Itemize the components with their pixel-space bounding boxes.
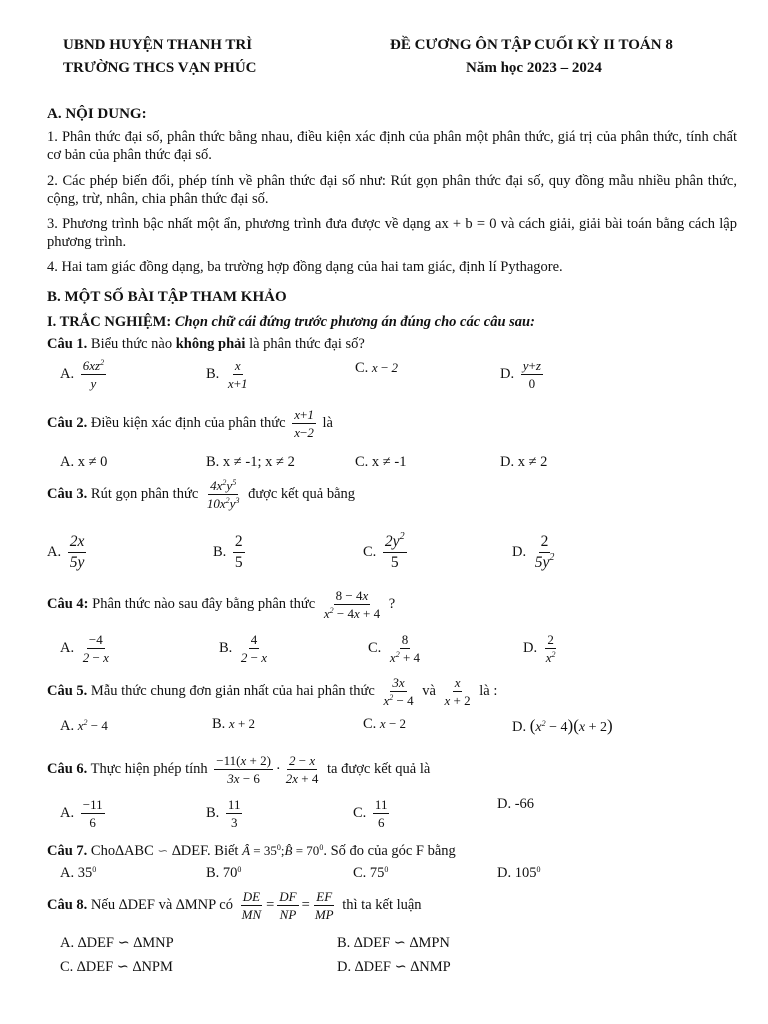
fraction: $\frac{x}{x + 2}$ (444, 675, 471, 708)
question-1-text: Biểu thức nào (90, 336, 173, 352)
multiple-choice-heading (47, 314, 535, 331)
angle-values: Â = $35^0;B̂ = 70^0$ (242, 843, 324, 858)
option-letter: D. (512, 719, 527, 735)
fraction: $\frac{8 - 4x}{x^2 - 4x + 4}$ (323, 588, 381, 621)
option-letter: C. (353, 804, 367, 821)
question-1-text-end: là phân thức đại số? (249, 336, 365, 352)
fraction: $\frac{DF}{NP}$ (279, 889, 297, 922)
school-name: TRƯỜNG THCS VẠN PHÚC (63, 60, 257, 76)
part1-label: I. TRẮC NGHIỆM: (47, 314, 172, 330)
fraction: $\frac{11}{6}$ (374, 797, 388, 830)
q7-option-c[interactable]: C. $75^0$ (353, 865, 389, 881)
option-letter: C. (353, 865, 367, 881)
question-8-text-end: thì ta kết luận (342, 896, 422, 913)
option-letter: B. (206, 865, 220, 881)
fraction: $\frac{x}{x+1}$ (227, 358, 248, 391)
question-8-text: Nếu ∆DEF và ∆MNP có (90, 896, 233, 913)
fraction: $\frac{6xz^2}{y}$ (82, 358, 105, 391)
q1-option-b[interactable] (206, 358, 253, 391)
q6-option-a[interactable] (60, 797, 108, 830)
option-letter: D. (512, 543, 527, 560)
q4-option-a[interactable] (60, 632, 114, 665)
q8-option-c[interactable]: C. ∆DEF ∽ ∆NPM (60, 959, 173, 975)
option-letter: C. (355, 360, 369, 376)
option-letter: C. (363, 543, 377, 560)
option-letter: D. (523, 639, 538, 656)
q2-option-d[interactable]: D. x ≠ 2 (500, 454, 548, 470)
option-letter: A. (60, 718, 75, 734)
question-1 (47, 336, 365, 353)
fraction: $\frac{4x^2y^5}{10x^2y^3}$ (206, 478, 240, 511)
question-4-text: Phân thức nào sau đây bằng phân thức (92, 595, 316, 612)
question-1-label: Câu 1. (47, 336, 88, 352)
q5-option-b[interactable]: B. x + 2 (212, 716, 256, 732)
section-b-title: B. MỘT SỐ BÀI TẬP THAM KHẢO (47, 289, 287, 305)
q5-option-d[interactable]: D. $(x^2 - 4)(x + 2)$ (512, 716, 613, 735)
fraction: $\frac{2}{5y^2}$ (534, 533, 555, 571)
school-year: Năm học 2023 – 2024 (466, 60, 602, 76)
question-3-label: Câu 3. (47, 485, 88, 502)
question-6: Câu 6. Thực hiện phép tính $\frac{-11(x + 2)}{3x - 6}$ · $\frac{2 - x}{2x + 4}$ ta được kết quả là (47, 753, 431, 786)
q6-option-d[interactable]: D. -66 (497, 796, 535, 812)
fraction: $\frac{DE}{MN}$ (241, 889, 262, 922)
q1-option-a[interactable] (60, 358, 109, 391)
fraction: $\frac{x+1}{x-2}$ (294, 407, 314, 440)
fraction: $\frac{-11(x + 2)}{3x - 6}$ (216, 753, 271, 786)
question-2 (47, 407, 333, 440)
question-7-text-mid: ∆DEF. Biết (171, 843, 239, 859)
question-4-text-end: ? (388, 595, 396, 612)
option-letter: D. (497, 865, 512, 881)
question-7-text-end: . Số đo của góc F bằng (323, 843, 456, 859)
question-4 (47, 588, 395, 621)
question-5-text: Mẫu thức chung đơn giản nhất của hai phân thức (90, 682, 375, 699)
fraction: $\frac{2 - x}{2x + 4}$ (285, 753, 319, 786)
q3-option-b[interactable] (213, 533, 248, 572)
content-item-2: 2. Các phép biến đổi, phép tính về phân thức đại số như: Rút gọn phân thức đại số, quy đồng mẫu nhiều phân thức, cộng, trừ, nhân, chia phân thức đại số. (47, 173, 737, 207)
question-1-emphasis: không phải (175, 336, 246, 352)
fraction: $\frac{4}{2 - x}$ (240, 632, 268, 665)
option-letter: A. (47, 543, 62, 560)
content-item-1: 1. Phân thức đại số, phân thức bằng nhau, điều kiện xác định của phân một phân thức, giá trị của phân thức, tính chất cơ bản của phân thức đại số. (47, 129, 737, 163)
option-letter: C. (368, 639, 382, 656)
option-letter: B. (212, 716, 226, 732)
q8-option-b[interactable]: B. ∆DEF ∽ ∆MPN (337, 935, 450, 951)
q6-option-b[interactable] (206, 797, 245, 830)
option-letter: D. (500, 365, 515, 382)
q6-option-c[interactable] (353, 797, 392, 830)
fraction: $\frac{8}{x^2 + 4}$ (389, 632, 421, 665)
q2-option-a[interactable]: A. x ≠ 0 (60, 454, 108, 470)
question-6-label: Câu 6. (47, 760, 88, 777)
q4-option-c[interactable] (368, 632, 425, 665)
fraction: $\frac{11}{3}$ (227, 797, 241, 830)
option-letter: A. (60, 804, 75, 821)
question-2-text-end: là (322, 414, 333, 431)
q8-option-d[interactable]: D. ∆DEF ∽ ∆NMP (337, 959, 451, 975)
option-letter: A. (60, 865, 75, 881)
question-5-conjunction: và (422, 682, 436, 699)
fraction: $\frac{2x}{5y}$ (69, 533, 85, 571)
q2-option-b[interactable]: B. x ≠ -1; x ≠ 2 (206, 454, 295, 470)
q8-option-a[interactable]: A. ∆DEF ∽ ∆MNP (60, 935, 174, 951)
fraction: $\frac{2}{x^2}$ (545, 632, 556, 665)
option-letter: C. (363, 716, 377, 732)
q3-option-a[interactable] (47, 533, 89, 572)
fraction: $\frac{-4}{2 - x}$ (82, 632, 109, 665)
question-3-text-end: được kết quả bằng (248, 485, 356, 502)
fraction: $\frac{3x}{x^2 - 4}$ (383, 675, 414, 708)
question-7-label: Câu 7. (47, 843, 88, 859)
option-letter: B. (213, 543, 227, 560)
q5-option-c[interactable]: C. x − 2 (363, 716, 407, 732)
q4-option-d[interactable] (523, 632, 561, 665)
school-district: UBND HUYỆN THANH TRÌ (63, 37, 253, 53)
q3-option-c[interactable] (363, 533, 410, 572)
section-a-title: A. NỘI DUNG: (47, 106, 147, 122)
question-6-text-end: ta được kết quả là (327, 760, 431, 777)
question-3 (47, 478, 355, 511)
question-7 (47, 843, 456, 860)
fraction: $\frac{2y^2}{5}$ (384, 531, 405, 571)
q1-option-d[interactable] (500, 358, 546, 391)
q7-option-a[interactable]: A. $35^0$ (60, 865, 97, 881)
question-3-text: Rút gọn phân thức (90, 485, 199, 502)
question-5 (47, 675, 497, 708)
q5-option-a[interactable]: A. $x^2 - 4$ (60, 718, 108, 734)
question-2-text: Điều kiện xác định của phân thức (90, 414, 286, 431)
option-letter: A. (60, 639, 75, 656)
question-8: Câu 8. Nếu ∆DEF và ∆MNP có $\frac{DE}{MN}$ = $\frac{DF}{NP}$ = $\frac{EF}{MP}$ thì ta kết luận (47, 889, 422, 922)
q7-option-b[interactable]: B. $70^0$ (206, 865, 242, 881)
content-item-3: 3. Phương trình bậc nhất một ẩn, phương trình đưa được về dạng ax + b = 0 và cách giải, giải bài toán bằng cách lập phương trình. (47, 216, 737, 250)
option-letter: B. (206, 804, 220, 821)
question-5-label: Câu 5. (47, 682, 88, 699)
option-letter: B. (219, 639, 233, 656)
fraction: $\frac{-11}{6}$ (82, 797, 103, 830)
q1-option-c[interactable]: C. x − 2 (355, 360, 399, 376)
document-title: ĐỀ CƯƠNG ÔN TẬP CUỐI KỲ II TOÁN 8 (390, 37, 673, 53)
question-8-label: Câu 8. (47, 896, 88, 913)
question-5-text-end: là : (479, 682, 498, 699)
option-letter: A. (60, 365, 75, 382)
question-4-label: Câu 4: (47, 595, 89, 612)
q4-option-b[interactable] (219, 632, 272, 665)
fraction: $\frac{2}{5}$ (234, 533, 243, 571)
question-2-label: Câu 2. (47, 414, 88, 431)
fraction: $\frac{y+z}{0}$ (522, 358, 541, 391)
similar-symbol: ∽ (157, 843, 169, 858)
question-7-text: Cho∆ABC (90, 843, 154, 859)
option-letter: B. (206, 365, 220, 382)
part1-instruction: Chọn chữ cái đứng trước phương án đúng cho các câu sau: (174, 314, 535, 330)
q2-option-c[interactable]: C. x ≠ -1 (355, 454, 407, 470)
fraction: $\frac{EF}{MP}$ (314, 889, 334, 922)
content-item-4: 4. Hai tam giác đồng dạng, ba trường hợp đồng dạng của hai tam giác, định lí Pythagore. (47, 259, 563, 275)
q7-option-d[interactable]: D. $105^0$ (497, 865, 541, 881)
q3-option-d[interactable] (512, 533, 559, 572)
question-6-text: Thực hiện phép tính (90, 760, 208, 777)
